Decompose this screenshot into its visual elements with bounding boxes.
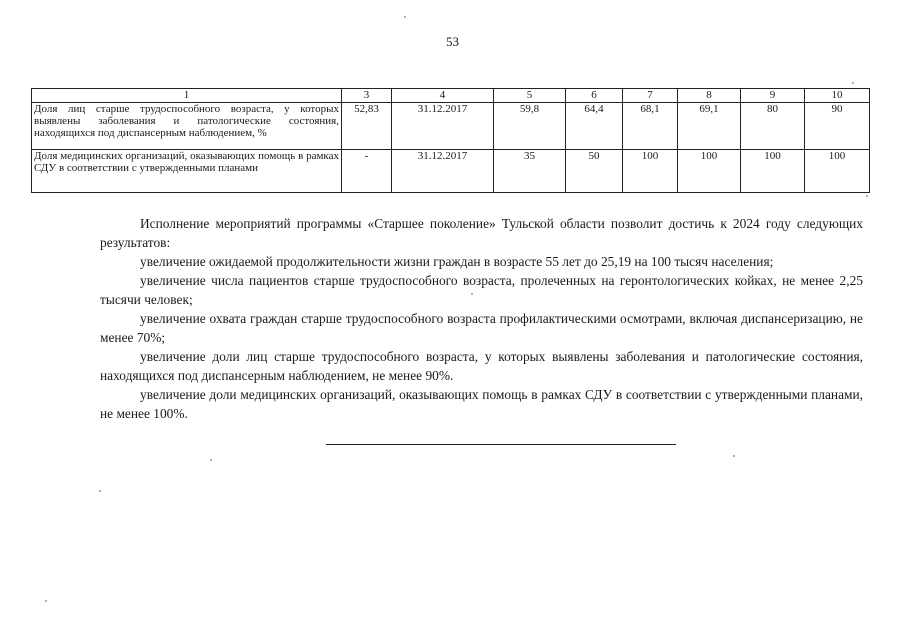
- table-cell: 80: [741, 103, 805, 150]
- indicator-name: Доля лиц старше трудоспособного возраста, у которых выявлены заболевания и патологические состояния, находящихся под диспансерным наблюдением, %: [32, 103, 342, 150]
- indicators-table: [31, 88, 870, 193]
- intro-paragraph: Исполнение мероприятий программы «Старшее поколение» Тульской области позволит достичь к 2024 году следующих результатов:: [100, 216, 863, 250]
- table-cell: 100: [623, 150, 678, 193]
- column-header: 10: [805, 89, 870, 103]
- result-item: увеличение охвата граждан старше трудоспособного возраста профилактическими осмотрами, включая диспансеризацию, не менее 70%;: [100, 311, 863, 345]
- scan-speck: [210, 459, 212, 461]
- column-header: 6: [566, 89, 623, 103]
- table-header-row: [32, 89, 870, 103]
- end-separator-line: [326, 444, 676, 445]
- scan-speck: [852, 82, 854, 84]
- scan-speck: [733, 455, 735, 457]
- table-row: [32, 103, 870, 150]
- table-cell: 59,8: [494, 103, 566, 150]
- table-cell: 69,1: [678, 103, 741, 150]
- table-cell: 100: [741, 150, 805, 193]
- column-header: 3: [342, 89, 392, 103]
- column-header: 5: [494, 89, 566, 103]
- column-header: 4: [392, 89, 494, 103]
- scan-speck: [866, 195, 868, 197]
- table-cell: 90: [805, 103, 870, 150]
- result-item: увеличение числа пациентов старше трудоспособного возраста, пролеченных на геронтологических койках, не менее 2,25 тысячи человек;: [100, 273, 863, 307]
- table-cell: -: [342, 150, 392, 193]
- table-cell: 64,4: [566, 103, 623, 150]
- column-header: 7: [623, 89, 678, 103]
- table-cell: 31.12.2017: [392, 103, 494, 150]
- table-cell: 35: [494, 150, 566, 193]
- table-cell: 52,83: [342, 103, 392, 150]
- scan-speck: [471, 293, 473, 295]
- table-cell: 31.12.2017: [392, 150, 494, 193]
- table-row: [32, 150, 870, 193]
- table-cell: 100: [805, 150, 870, 193]
- table-cell: 50: [566, 150, 623, 193]
- column-header: 1: [32, 89, 342, 103]
- results-text: [100, 214, 863, 423]
- page-number: 53: [446, 34, 459, 49]
- column-header: 9: [741, 89, 805, 103]
- result-item: увеличение доли лиц старше трудоспособного возраста, у которых выявлены заболевания и патологические состояния, находящихся под диспансерным наблюдением, не менее 90%.: [100, 349, 863, 383]
- scan-speck: [99, 490, 101, 492]
- result-item: увеличение доли медицинских организаций, оказывающих помощь в рамках СДУ в соответствии с утвержденными планами, не менее 100%.: [100, 387, 863, 421]
- table-cell: 100: [678, 150, 741, 193]
- indicator-name: Доля медицинских организаций, оказывающих помощь в рамках СДУ в соответствии с утвержденными планами: [32, 150, 342, 193]
- result-item: увеличение ожидаемой продолжительности жизни граждан в возрасте 55 лет до 25,19 на 100 тысяч населения;: [140, 254, 774, 269]
- column-header: 8: [678, 89, 741, 103]
- table-cell: 68,1: [623, 103, 678, 150]
- scan-speck: [45, 600, 47, 602]
- scan-speck: [404, 16, 406, 18]
